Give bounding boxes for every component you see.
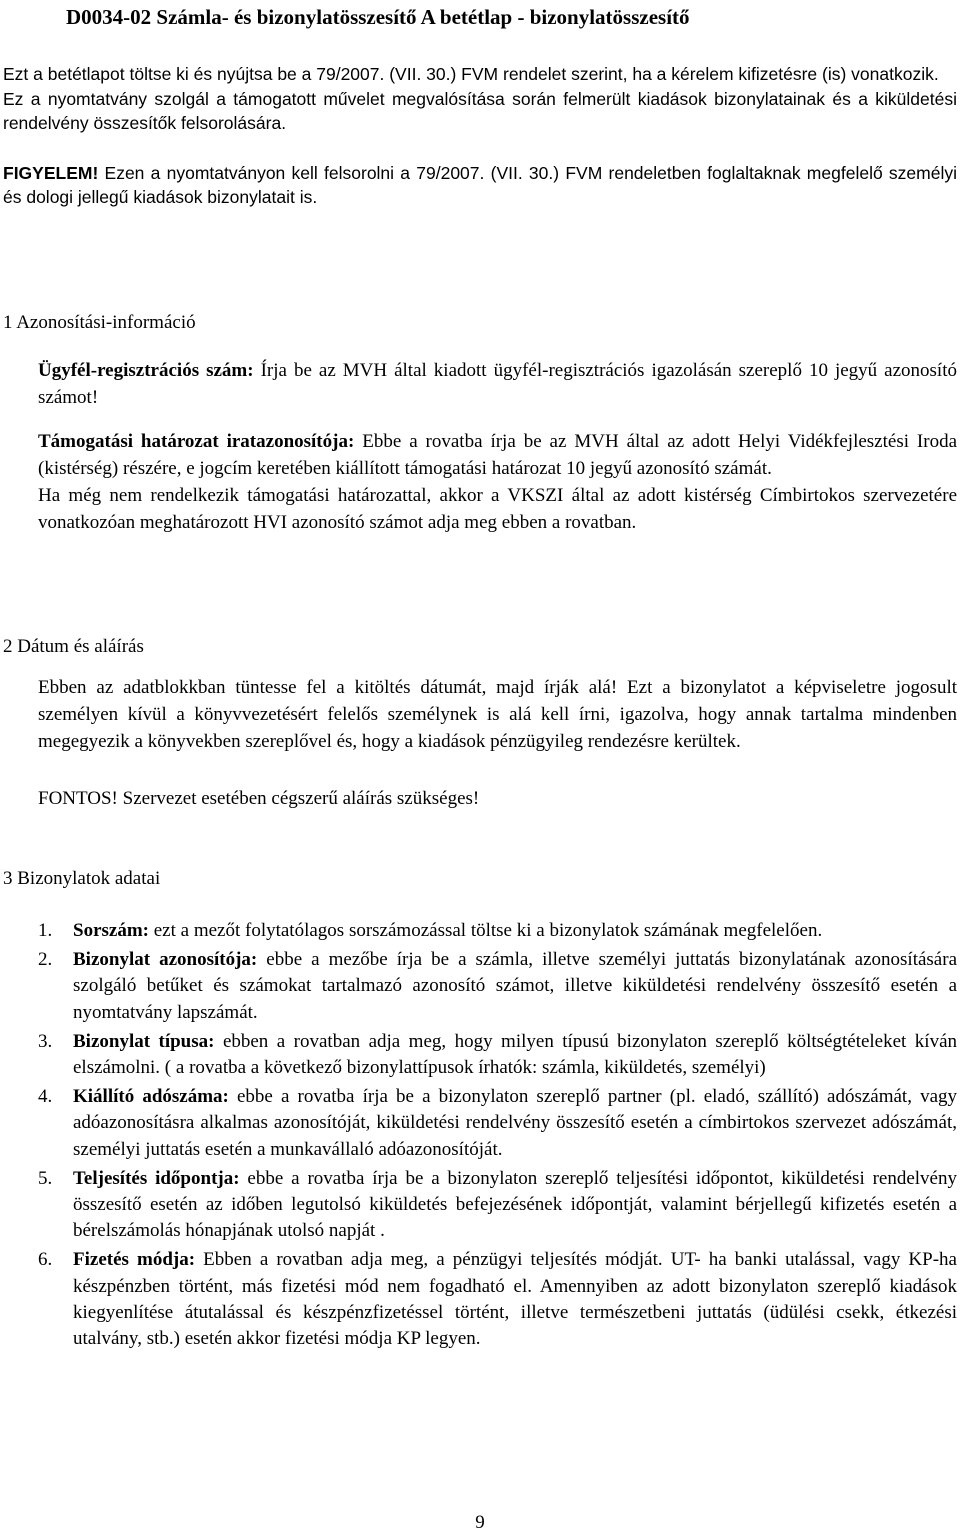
important-text: Szervezet esetében cégszerű aláírás szükséges! [117,788,480,809]
warning-label: FIGYELEM! [3,162,99,183]
intro-block [3,62,957,210]
list-item-label: Bizonylat típusa: [73,1030,215,1052]
list-item [3,1084,957,1163]
warning-paragraph [3,161,957,210]
list-item-text: ebbe a rovatba írja be a bizonylaton szereplő partner (pl. eladó, szállító) adószámát, vagy adóazonosításra alkalmas azonosítóját, kiküldetési rendelvény összesítő esetén a címbirtokos szervezet adószámát, személyi juttatás esetén a munkavállaló adóazonosítóját. [73,1086,957,1160]
client-registration-text: Írja be az MVH által kiadott ügyfél-regisztrációs igazolásán szereplő 10 jegyű azonosító számot! [38,360,957,408]
list-item-label: Kiállító adószáma: [73,1086,229,1108]
list-item-number: 1. [38,920,53,941]
list-item-text: ebben a rovatban adja meg, hogy milyen típusú bizonylaton szereplő költségtételeket kíván elszámolni. ( a rovatba a következő bizonylattípusok írhatók: számla, kiküldetés, személyi) [73,1030,957,1079]
intro-paragraph-1: Ezt a betétlapot töltse ki és nyújtsa be a 79/2007. (VII. 30.) FVM rendelet szerint, ha a kérelem kifizetésre (is) vonatkozik. [3,64,939,84]
important-note [38,785,957,812]
list-item-number: 5. [38,1167,53,1189]
decision-id-note: Ha még nem rendelkezik támogatási határozattal, akkor a VKSZI által az adott kistérség Címbirtokos szervezetére vonatkozóan meghatározott HVI azonosító számot adja meg ebben a rovatban. [38,485,957,533]
section-3-heading: 3 Bizonylatok adatai [3,868,161,889]
list-item-label: Fizetés módja: [73,1249,196,1271]
list-item [3,1166,957,1245]
decision-id-text: Ebbe a rovatba írja be az MVH által az adott Helyi Vidékfejlesztési Iroda (kistérség) részére, e jogcím keretében kiállított támogatási határozat 10 jegyű azonosító számát. [38,431,958,479]
section-1-heading: 1 Azonosítási-információ [3,312,196,333]
list-item [3,947,957,1026]
list-item [3,1247,957,1352]
list-item [3,918,957,944]
client-registration-label: Ügyfél-regisztrációs szám: [38,360,254,381]
list-item [3,1029,957,1081]
warning-text: Ezen a nyomtatványon kell felsorolni a 79/2007. (VII. 30.) FVM rendeletben foglaltaknak megfelelő személyi és dologi jellegű kiadások bizonylatait is. [3,162,957,207]
page-number: 9 [475,1512,485,1533]
document-data-list [3,918,957,1355]
list-item-label: Teljesítés időpontja: [73,1167,240,1189]
section-2-body [38,674,957,812]
list-item-number: 4. [38,1086,53,1108]
list-item-label: Bizonylat azonosítója: [73,949,258,971]
list-item-text: ezt a mezőt folytatólagos sorszámozással töltse ki a bizonylatok számának megfelelően. [148,920,823,941]
client-registration-paragraph [38,357,957,411]
page-title: D0034-02 Számla- és bizonylatösszesítő A betétlap - bizonylatösszesítő [66,5,690,29]
list-item-label: Sorszám: [73,920,149,941]
decision-id-paragraph [38,428,957,482]
list-item-number: 3. [38,1030,53,1052]
list-item-text: Ebben a rovatban adja meg, a pénzügyi teljesítés módját. UT- ha banki utalással, vagy KP-ha készpénzben történt, más fizetési mód nem fogadható el. Amennyiben az adott bizonylaton szereplő kiadások kiegyenlítése átutalással és készpénzfizetéssel történt, illetve természetbeni juttatás (üdülési csekk, étkezési utalvány, stb.) esetén akkor fizetési módja KP legyen. [73,1249,957,1350]
section-1-body [38,357,957,536]
date-signature-text: Ebben az adatblokkban tüntesse fel a kitöltés dátumát, majd írják alá! Ezt a bizonylatot a képviseletre jogosult személyen kívül a könyvvezetésért felelős személynek is alá kell írni, igazolva, hogy annak tartalma mindenben megegyezik a könyvekben szereplővel és, hogy a kiadások pénzügyileg rendezésre kerültek. [38,677,957,752]
list-item-text: ebbe a rovatba írja be a bizonylaton szereplő teljesítési időpontot, kiküldetési rendelvény összesítő esetén az időben legutolsó kiküldetés befejezésének időpontját, valamint bérjellegű kifizetés esetén a bérelszámolás hónapjának utolsó napját . [73,1167,957,1242]
intro-paragraph-2: Ez a nyomtatvány szolgál a támogatott művelet megvalósítása során felmerült kiadások bizonylatainak és a kiküldetési rendelvény összesítők felsorolására. [3,88,957,133]
important-label: FONTOS! [38,788,118,809]
list-item-text: ebbe a mezőbe írja be a számla, illetve személyi juttatás bizonylatának azonosítására szolgáló betűket és számokat tartalmazó azonosító számot, illetve kiküldetési rendelvény összesítő esetén a nyomtatvány lapszámát. [73,949,957,1023]
decision-id-label: Támogatási határozat iratazonosítója: [38,431,355,452]
section-2-heading: 2 Dátum és aláírás [3,636,144,657]
list-item-number: 2. [38,949,53,971]
list-item-number: 6. [38,1249,53,1271]
